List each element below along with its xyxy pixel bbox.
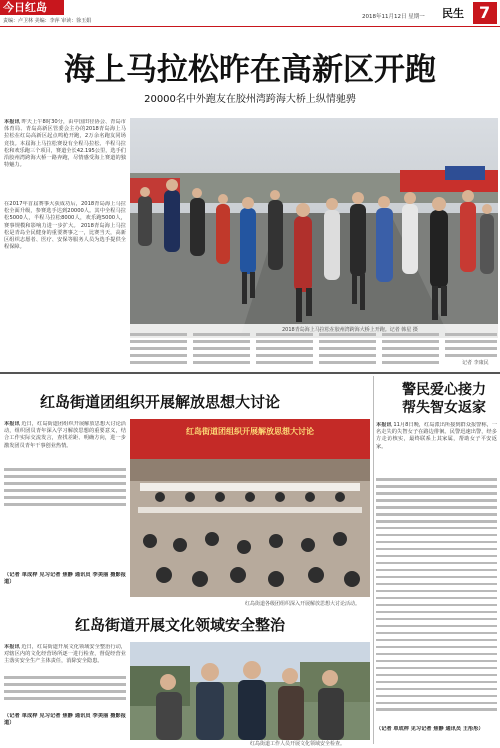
article3-photo-caption: 红岛街道工作人员开展文化领域安全检查。 bbox=[250, 741, 346, 747]
lead-body-columns-3 bbox=[256, 333, 313, 369]
lead-body-continued bbox=[4, 201, 126, 331]
article2-photo-caption: 红岛街道各级团组织深入开展解放思想大讨论活动。 bbox=[245, 601, 361, 607]
dateline: 本报讯 bbox=[4, 119, 20, 125]
article2-headline: 红岛街道团组织开展解放思想大讨论 bbox=[40, 393, 281, 411]
article2-dateline: 本报讯 bbox=[4, 421, 20, 427]
article2-body-more bbox=[4, 468, 126, 512]
meeting-image bbox=[130, 419, 370, 597]
column-rule bbox=[373, 376, 374, 744]
lead-headline: 海上马拉松昨在高新区开跑 bbox=[64, 52, 436, 88]
inspection-photo bbox=[130, 642, 370, 740]
lead-subheadline: 20000名中外跑友在胶州湾跨海大桥上纵情驰骋 bbox=[144, 94, 356, 105]
lead-body-columns-4 bbox=[319, 333, 376, 369]
issue-date: 2018年11月12日 星期一 bbox=[362, 14, 425, 20]
article3-paragraph: 近日，红岛街道开展文化领域安全整治行动，对辖区内的文化经营场所逐一进行检查，督促经营业主落实安全生产主体责任，消除安全隐患。 bbox=[4, 644, 126, 665]
marathon-runners-image bbox=[130, 118, 498, 338]
lead-photo-caption: 2018青岛海上马拉松在胶州湾跨海大桥上开跑。记者 韩星 摄 bbox=[282, 327, 418, 333]
article3-headline: 红岛街道开展文化领域安全整治 bbox=[75, 616, 286, 634]
article2-byline: （记者 单成梓 见习记者 焦静 通讯员 李美丽 摄影报道） bbox=[4, 572, 126, 586]
masthead-logo-text: 今日红岛 bbox=[3, 1, 47, 14]
meeting-banner-text: 红岛街道团组织开展解放思想大讨论 bbox=[186, 427, 314, 436]
section-divider bbox=[0, 372, 500, 374]
marathon-photo bbox=[130, 118, 498, 338]
meeting-photo bbox=[130, 419, 370, 597]
page-number: 7 bbox=[479, 3, 491, 22]
article3-dateline: 本报讯 bbox=[4, 644, 20, 650]
editor-credits: 责编：卢卫林 美编：李萍 审读：徐玉娟 bbox=[3, 18, 92, 24]
article4-byline: （记者 单成梓 见习记者 焦静 通讯员 王彤彤） bbox=[376, 726, 484, 732]
lead-paragraph-3: 2018青岛海上马拉松是青岛全民健身的重要赛事之一，比赛当天，高新区组织志愿者、医疗、安保等服务人员为选手提供全程保障。 bbox=[4, 222, 126, 251]
lead-paragraph-1: 昨天上午8时30分，由中国田径协会、青岛市体育局、青岛高新区管委会主办的2018青岛海上马拉松在红岛高新区起点鸣枪开跑，2万余名跑友同场竞技。本届海上马拉松赛设有全程马拉松、半程马拉松和欢乐跑三个项目，赛道全长42.195公里，选手们沿胶州湾跨海大桥一路奔跑，尽情感受海上赛道的独特魅力。 bbox=[4, 119, 126, 169]
article3-body-more bbox=[4, 676, 126, 706]
article4-body-more bbox=[376, 478, 497, 716]
inspection-image bbox=[130, 642, 370, 740]
article4-paragraph: 11月8日晚，红岛派出所接到群众报警称，一名走失的失智女子在路边徘徊。民警迅速出警，经多方走访核实，最终联系上其家属，帮助女子平安返家。 bbox=[376, 422, 497, 450]
section-name: 民生 bbox=[442, 7, 464, 20]
lead-body-columns-5 bbox=[382, 333, 439, 369]
lead-body-columns-6 bbox=[445, 333, 497, 361]
lead-body-columns bbox=[130, 333, 187, 369]
article3-byline: （记者 单成梓 见习记者 焦静 通讯员 李美丽 摄影报道） bbox=[4, 713, 126, 727]
article4-headline-line2: 帮失智女返家 bbox=[402, 400, 486, 416]
header-rule bbox=[0, 26, 500, 27]
lead-paragraph-2: 在2017年首届赛事大获成功后，2018青岛海上马拉松全面升级，参赛选手达到20000人。其中全程马拉松5000人，半程马拉松8000人，欢乐跑5000人，赛事规模和影响力进一步扩大。 bbox=[4, 201, 126, 229]
article4-headline-line1: 警民爱心接力 bbox=[402, 382, 486, 398]
article4-dateline: 本报讯 bbox=[376, 422, 392, 428]
lead-body-columns-2 bbox=[193, 333, 250, 369]
lead-reporter: 记者 李康民 bbox=[462, 360, 489, 366]
article2-paragraph: 近日，红岛街道团组织开展解放思想大讨论活动，组织团员青年深入学习解放思想的重要意义，结合工作实际交流发言，查找差距、明确方向，进一步激发团员青年干事创业热情。 bbox=[4, 421, 126, 449]
